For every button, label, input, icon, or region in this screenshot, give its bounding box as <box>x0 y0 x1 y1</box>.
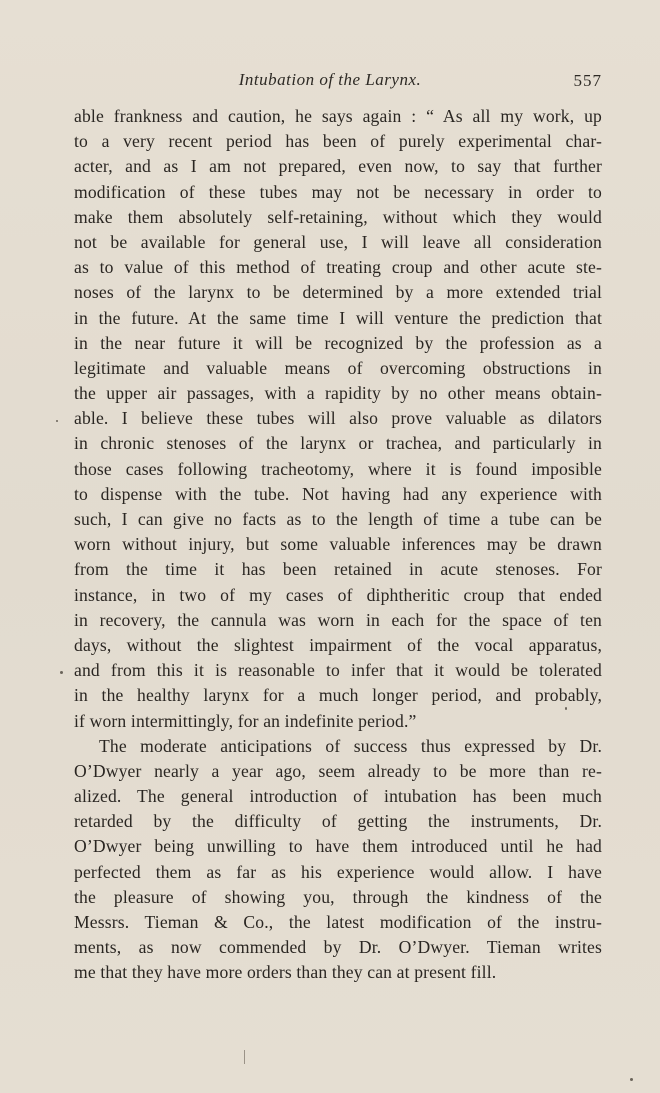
paragraph-2 <box>74 734 602 986</box>
paragraph-1 <box>74 104 602 734</box>
text-line: those cases following tracheotomy, where it is found imposible <box>74 458 602 479</box>
paper-speck <box>565 707 567 710</box>
text-line: days, without the slightest impairment of the vocal apparatus, <box>74 634 602 655</box>
text-line: The moderate anticipations of success thus expressed by Dr. <box>99 735 602 756</box>
paper-speck <box>244 1050 245 1064</box>
text-line: in recovery, the cannula was worn in each for the space of ten <box>74 609 602 630</box>
text-line: perfected them as far as his experience would allow. I have <box>74 861 602 882</box>
text-line: the pleasure of showing you, through the kindness of the <box>74 886 602 907</box>
running-title: Intubation of the Larynx. <box>238 70 422 89</box>
text-line: alized. The general introduction of intubation has been much <box>74 786 602 807</box>
page-number: 557 <box>573 71 602 90</box>
text-line: O’Dwyer nearly a year ago, seem already to be more than re- <box>74 760 602 781</box>
text-line: in the near future it will be recognized by the profession as a <box>74 332 602 353</box>
text-line: Messrs. Tieman & Co., the latest modification of the instru- <box>74 912 602 932</box>
text-line: me that they have more orders than they can at present fill. <box>74 962 497 983</box>
text-line: not be available for general use, I will leave all consideration <box>74 231 602 252</box>
text-line: worn without injury, but some valuable inferences may be drawn <box>74 534 602 555</box>
text-line: noses of the larynx to be determined by a more extended trial <box>74 282 602 303</box>
text-line: acter, and as I am not prepared, even now, to say that further <box>74 156 602 177</box>
text-line: in the future. At the same time I will venture the prediction that <box>74 307 602 328</box>
text-line: the upper air passages, with a rapidity by no other means obtain- <box>74 383 602 404</box>
text-line: instance, in two of my cases of diphtheritic croup that ended <box>74 584 602 605</box>
text-line: and from this it is reasonable to infer that it would be tolerated <box>74 660 602 681</box>
text-line: such, I can give no facts as to the length of time a tube can be <box>74 509 602 529</box>
text-line: retarded by the difficulty of getting the instruments, Dr. <box>74 811 602 832</box>
text-line: to dispense with the tube. Not having had any experience with <box>74 483 602 504</box>
text-line: if worn intermittingly, for an indefinite period.” <box>74 710 417 731</box>
text-line: able frankness and caution, he says again : “ As all my work, up <box>74 106 602 126</box>
paper-speck <box>630 1078 633 1081</box>
paper-speck <box>56 420 58 422</box>
body-text <box>74 104 602 986</box>
paper-speck <box>60 671 63 674</box>
text-line: able. I believe these tubes will also prove valuable as dilators <box>74 408 602 429</box>
text-line: O’Dwyer being unwilling to have them introduced until he had <box>74 836 602 857</box>
text-line: as to value of this method of treating croup and other acute ste- <box>74 257 602 278</box>
running-head <box>0 70 660 96</box>
text-line: ments, as now commended by Dr. O’Dwyer. Tieman writes <box>74 937 602 958</box>
text-line: in chronic stenoses of the larynx or trachea, and particularly in <box>74 433 602 454</box>
text-line: to a very recent period has been of purely experimental char- <box>74 131 602 152</box>
text-line: modification of these tubes may not be necessary in order to <box>74 181 602 202</box>
text-line: in the healthy larynx for a much longer period, and probably, <box>74 685 602 706</box>
text-line: make them absolutely self-retaining, without which they would <box>74 206 602 227</box>
text-line: from the time it has been retained in acute stenoses. For <box>74 559 602 580</box>
text-line: legitimate and valuable means of overcoming obstructions in <box>74 357 602 378</box>
